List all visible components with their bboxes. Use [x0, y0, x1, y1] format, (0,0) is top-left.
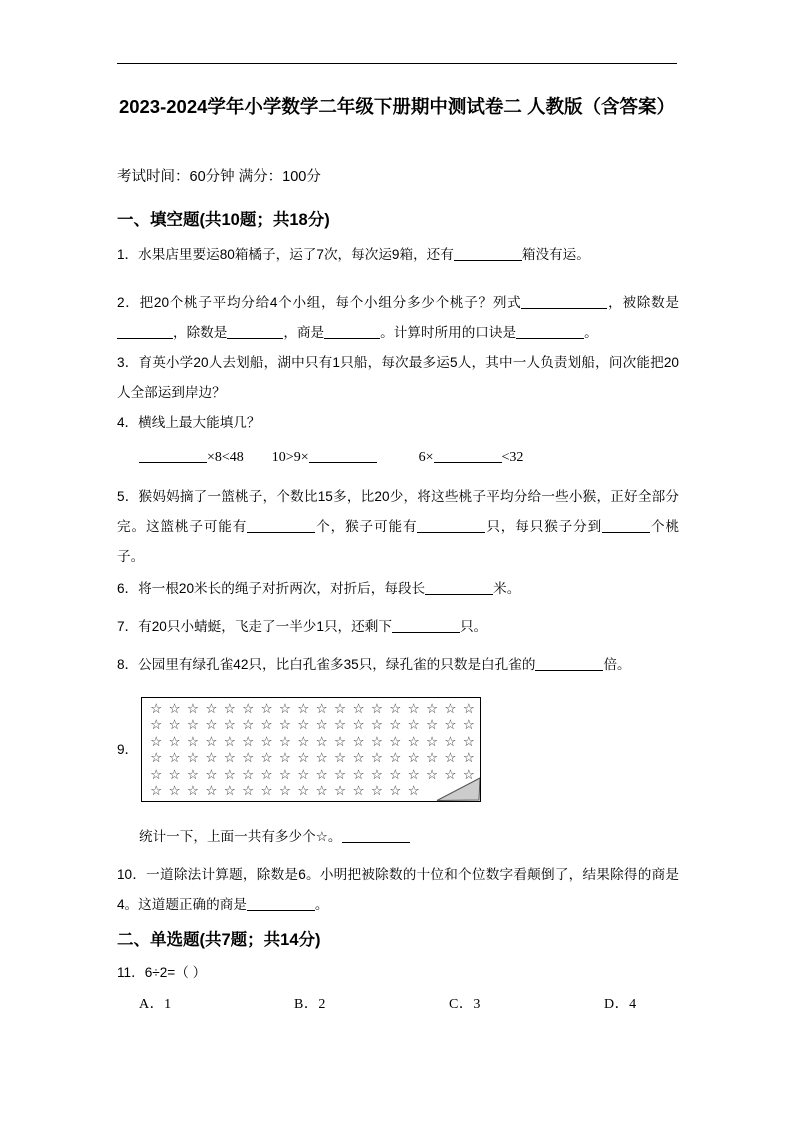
- question-5: [117, 482, 679, 572]
- star-icon: ☆: [352, 782, 365, 799]
- header-divider: [117, 63, 677, 64]
- answer-blank[interactable]: [535, 655, 603, 671]
- star-icon: ☆: [334, 733, 347, 750]
- star-icon: ☆: [370, 733, 383, 750]
- answer-blank[interactable]: [247, 895, 315, 911]
- star-icon: ☆: [223, 782, 236, 799]
- star-icon: ☆: [223, 766, 236, 783]
- star-icon: ☆: [352, 733, 365, 750]
- star-icon: ☆: [150, 733, 163, 750]
- section-heading-fill-in-blank: 一、填空题(共10题；共18分): [117, 211, 330, 229]
- question-7-text-a: 7．有20只小蜻蜓，飞走了一半少1只，还剩下: [117, 619, 392, 634]
- star-icon: ☆: [407, 782, 420, 799]
- question-6-text-a: 6．将一根20米长的绳子对折两次，对折后，每段长: [117, 581, 426, 596]
- question-5-text-a: 5．猴妈妈摘了一篮桃子，个数比15多，比20少，将这些桃子平均分给一些小猴，正好全部分完。这篮桃子可能有: [117, 489, 679, 534]
- answer-blank[interactable]: [139, 447, 207, 463]
- star-icon: ☆: [150, 717, 163, 734]
- star-icon: ☆: [150, 701, 163, 717]
- answer-blank[interactable]: [227, 323, 283, 339]
- star-icon: ☆: [223, 733, 236, 750]
- star-icon: ☆: [168, 782, 181, 799]
- question-6-text-b: 米。: [493, 581, 521, 596]
- star-icon: ☆: [426, 701, 439, 717]
- star-icon: ☆: [278, 701, 291, 717]
- star-icon: ☆: [315, 701, 328, 717]
- question-5-text-b: 个，猴子可能有: [315, 519, 418, 534]
- star-icon: ☆: [168, 717, 181, 734]
- star-icon: ☆: [407, 733, 420, 750]
- answer-blank[interactable]: [342, 827, 410, 843]
- star-icon: ☆: [223, 701, 236, 717]
- star-icon: ☆: [278, 717, 291, 734]
- star-icon: ☆: [334, 782, 347, 799]
- answer-blank[interactable]: [117, 323, 173, 339]
- star-icon: ☆: [444, 733, 457, 750]
- star-icon: ☆: [370, 782, 383, 799]
- question-4-expr-3-tail: <32: [501, 450, 524, 465]
- star-icon: ☆: [334, 717, 347, 734]
- star-icon: ☆: [370, 717, 383, 734]
- star-icon: ☆: [278, 766, 291, 783]
- star-icon: ☆: [260, 766, 273, 783]
- question-10-text-b: 。: [314, 897, 329, 912]
- question-9-number: 9．: [117, 742, 139, 757]
- star-grid-box: [141, 697, 481, 802]
- answer-blank[interactable]: [516, 323, 584, 339]
- question-2-text-a: 2．把20个桃子平均分给4个小组，每个小组分多少个桃子？列式: [117, 295, 522, 310]
- star-icon: ☆: [444, 766, 457, 783]
- star-icon: ☆: [297, 782, 310, 799]
- question-4: [117, 408, 679, 438]
- star-icon: ☆: [297, 766, 310, 783]
- star-icon: ☆: [389, 766, 402, 783]
- star-icon: ☆: [186, 782, 200, 799]
- question-11-choices: [117, 993, 679, 1017]
- star-icon: ☆: [352, 717, 365, 734]
- choice-a[interactable]: A．1: [139, 997, 172, 1012]
- question-2-text-b: ，被除数是: [607, 295, 680, 310]
- answer-blank[interactable]: [425, 579, 493, 595]
- star-icon: ☆: [150, 766, 163, 783]
- star-icon: ☆: [242, 750, 255, 767]
- answer-blank[interactable]: [454, 245, 522, 261]
- star-icon: ☆: [370, 750, 383, 767]
- question-8-text-a: 8．公园里有绿孔雀42只，比白孔雀多35只，绿孔雀的只数是白孔雀的: [117, 657, 536, 672]
- choice-c[interactable]: C．3: [449, 997, 481, 1012]
- star-icon: ☆: [426, 750, 439, 767]
- star-icon: ☆: [407, 717, 420, 734]
- star-icon: ☆: [186, 766, 200, 783]
- star-icon: ☆: [444, 717, 457, 734]
- question-1: [117, 240, 679, 270]
- star-icon: ☆: [462, 701, 475, 717]
- star-icon: ☆: [389, 782, 402, 799]
- question-1-text: 1．水果店里要运80箱橘子，运了7次，每次运9箱，还有: [117, 247, 454, 262]
- star-icon: ☆: [407, 750, 420, 767]
- star-icon: ☆: [462, 766, 475, 783]
- question-2-text-e: 。计算时所用的口诀是: [380, 325, 517, 340]
- answer-blank[interactable]: [434, 447, 502, 463]
- question-2-text-d: ，商是: [283, 325, 325, 340]
- star-icon: ☆: [370, 766, 383, 783]
- star-icon: ☆: [242, 701, 255, 717]
- question-2-text-f: 。: [584, 325, 598, 340]
- star-icon: ☆: [242, 782, 255, 799]
- star-icon: ☆: [186, 717, 200, 734]
- star-row: [147, 750, 479, 766]
- star-icon: ☆: [297, 750, 310, 767]
- star-icon: ☆: [150, 782, 163, 799]
- star-icon: ☆: [242, 733, 255, 750]
- question-1-text-tail: 箱没有运。: [521, 247, 590, 262]
- star-icon: ☆: [462, 717, 475, 734]
- section-heading-multiple-choice: 二、单选题(共7题；共14分): [117, 931, 321, 949]
- star-icon: ☆: [297, 701, 310, 717]
- choice-b[interactable]: B．2: [294, 997, 326, 1012]
- question-5-text-c: 只，每只猴子分到: [485, 519, 603, 534]
- question-8-text-b: 倍。: [603, 657, 631, 672]
- star-icon: ☆: [205, 750, 218, 767]
- star-row: [147, 767, 479, 783]
- star-icon: ☆: [389, 733, 402, 750]
- question-3: [117, 348, 679, 408]
- question-2: [117, 288, 679, 348]
- star-icon: ☆: [168, 766, 181, 783]
- star-icon: ☆: [297, 733, 310, 750]
- question-2-text-c: ，除数是: [173, 325, 228, 340]
- choice-d[interactable]: D．4: [604, 997, 637, 1012]
- question-3-text: 3．育英小学20人去划船，湖中只有1只船，每次最多运5人，其中一人负责划船，问次能把20人全部运到岸边？: [117, 355, 679, 400]
- star-icon: ☆: [168, 750, 181, 767]
- answer-blank[interactable]: [392, 617, 460, 633]
- star-icon: ☆: [260, 750, 273, 767]
- star-row: [147, 734, 479, 750]
- star-icon: ☆: [426, 717, 439, 734]
- star-icon: ☆: [426, 766, 439, 783]
- star-icon: ☆: [389, 750, 402, 767]
- answer-blank[interactable]: [417, 517, 485, 533]
- question-6: [117, 574, 679, 604]
- star-icon: ☆: [205, 701, 218, 717]
- star-icon: ☆: [186, 750, 200, 767]
- star-icon: ☆: [150, 750, 163, 767]
- star-icon: ☆: [205, 766, 218, 783]
- star-icon: ☆: [315, 733, 328, 750]
- star-icon: ☆: [186, 733, 200, 750]
- question-11-text: 11．6÷2=（ ）: [117, 965, 207, 980]
- star-row: [147, 717, 479, 733]
- star-icon: ☆: [168, 733, 181, 750]
- star-icon: ☆: [352, 701, 365, 717]
- question-10: [117, 860, 679, 920]
- star-icon: ☆: [260, 782, 273, 799]
- question-5-text-d: 个桃子。: [117, 519, 680, 564]
- star-icon: ☆: [186, 701, 200, 717]
- star-icon: ☆: [462, 750, 475, 767]
- star-icon: ☆: [205, 782, 218, 799]
- star-icon: ☆: [426, 733, 439, 750]
- star-icon: ☆: [462, 733, 475, 750]
- question-8: [117, 650, 679, 680]
- star-icon: ☆: [315, 750, 328, 767]
- question-4-expr-2: 10>9×: [271, 450, 309, 465]
- star-row: [147, 701, 479, 717]
- answer-blank[interactable]: [521, 293, 607, 309]
- question-7-text-b: 只。: [459, 619, 488, 634]
- question-4-expr-1: ×8<48: [207, 450, 244, 465]
- star-icon: ☆: [278, 733, 291, 750]
- answer-blank[interactable]: [309, 447, 377, 463]
- star-icon: ☆: [334, 766, 347, 783]
- question-7: [117, 612, 679, 642]
- star-icon: ☆: [315, 766, 328, 783]
- answer-blank[interactable]: [324, 323, 380, 339]
- question-4-expr-3: 6×: [418, 450, 434, 465]
- star-icon: ☆: [315, 782, 328, 799]
- star-icon: ☆: [389, 717, 402, 734]
- star-icon: ☆: [352, 766, 365, 783]
- star-icon: ☆: [444, 750, 457, 767]
- star-grid-figure: [141, 697, 481, 802]
- star-icon: ☆: [242, 717, 255, 734]
- star-icon: ☆: [370, 701, 383, 717]
- star-icon: ☆: [389, 701, 402, 717]
- star-icon: ☆: [444, 701, 457, 717]
- star-icon: ☆: [205, 717, 218, 734]
- star-icon: ☆: [278, 750, 291, 767]
- star-icon: ☆: [352, 750, 365, 767]
- question-10-text-a: 10．一道除法计算题，除数是6。小明把被除数的十位和个位数字看颠倒了，结果除得的商是4。这道题正确的商是: [117, 867, 679, 912]
- question-11: [117, 958, 679, 988]
- answer-blank[interactable]: [247, 517, 315, 533]
- star-icon: ☆: [168, 701, 181, 717]
- star-icon: ☆: [260, 733, 273, 750]
- star-icon: ☆: [260, 701, 273, 717]
- question-9-subtext-label: 统计一下，上面一共有多少个☆。: [139, 829, 342, 844]
- star-icon: ☆: [407, 766, 420, 783]
- star-icon: ☆: [315, 717, 328, 734]
- star-icon: ☆: [223, 750, 236, 767]
- exam-meta: 考试时间：60分钟 满分：100分: [117, 169, 321, 185]
- star-icon: ☆: [278, 782, 291, 799]
- star-icon: ☆: [223, 717, 236, 734]
- answer-blank[interactable]: [602, 517, 650, 533]
- question-9-subtext: [139, 824, 410, 850]
- star-icon: ☆: [242, 766, 255, 783]
- star-grid-rows: [147, 701, 479, 799]
- star-icon: ☆: [205, 733, 218, 750]
- star-icon: ☆: [334, 750, 347, 767]
- star-icon: ☆: [260, 717, 273, 734]
- page-title: 2023-2024学年小学数学二年级下册期中测试卷二 人教版（含答案）: [118, 96, 676, 117]
- question-4-text: 4．横线上最大能填几？: [117, 415, 261, 430]
- star-row: [147, 783, 479, 799]
- star-icon: ☆: [297, 717, 310, 734]
- star-icon: ☆: [407, 701, 420, 717]
- star-icon: ☆: [334, 701, 347, 717]
- question-4-expressions: [139, 446, 523, 470]
